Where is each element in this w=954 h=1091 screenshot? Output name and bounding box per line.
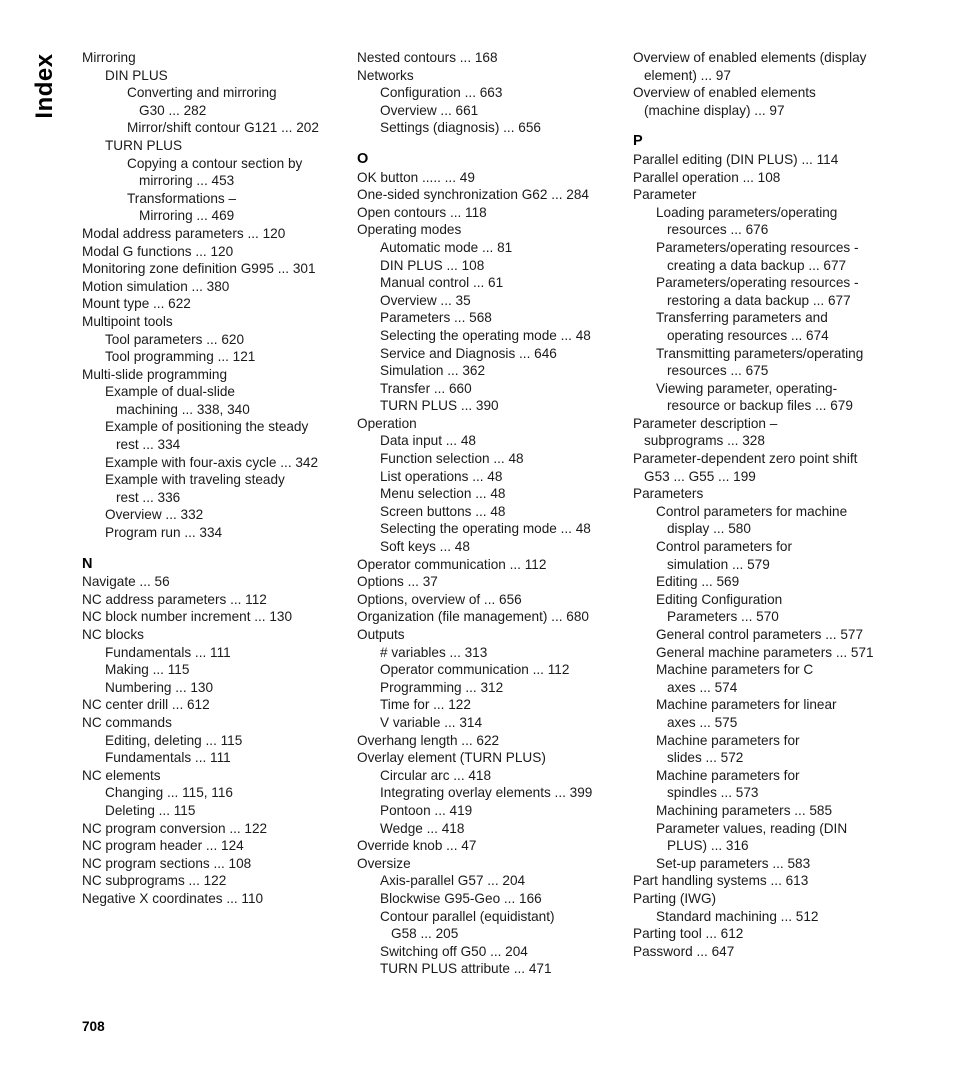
- index-entry-level-2: Parameters/operating resources -: [656, 239, 859, 255]
- index-entry-continuation: rest ... 334: [116, 437, 181, 453]
- index-entry-level-2: Fundamentals ... 111: [105, 644, 231, 660]
- page-number: 708: [82, 1019, 105, 1034]
- index-entry-level-2: List operations ... 48: [380, 468, 503, 484]
- index-entry-level-2: DIN PLUS ... 108: [380, 257, 485, 273]
- index-entry-level-2: Simulation ... 362: [380, 363, 486, 379]
- index-entry-continuation: (machine display) ... 97: [644, 102, 785, 118]
- index-entry-level-2: Overview ... 661: [380, 102, 479, 118]
- index-entry-level-2: Loading parameters/operating: [656, 204, 838, 220]
- index-entry-level-2: Parameter values, reading (DIN: [656, 820, 848, 836]
- index-entry-level-2: Automatic mode ... 81: [380, 239, 513, 255]
- index-entry-level-2: Machine parameters for linear: [656, 697, 837, 713]
- index-entry-level-1: NC center drill ... 612: [82, 697, 210, 713]
- index-entry-continuation: creating a data backup ... 677: [667, 257, 847, 273]
- index-entry-continuation: PLUS) ... 316: [667, 838, 749, 854]
- index-entry-level-2: Data input ... 48: [380, 433, 476, 449]
- index-entry-level-2: Control parameters for: [656, 539, 792, 555]
- index-entry-continuation: machining ... 338, 340: [116, 401, 250, 417]
- index-entry-level-2: Settings (diagnosis) ... 656: [380, 120, 541, 136]
- index-entry-level-1: Multi-slide programming: [82, 366, 228, 382]
- index-entry-level-1: Navigate ... 56: [82, 574, 170, 590]
- index-entry-continuation: G30 ... 282: [139, 102, 207, 118]
- index-entry-level-1: Nested contours ... 168: [357, 50, 498, 65]
- index-entry-level-2: Circular arc ... 418: [380, 767, 492, 783]
- index-entry-level-3: Transformations –: [127, 190, 237, 206]
- index-entry-continuation: element) ... 97: [644, 67, 731, 83]
- index-entry-level-1: Override knob ... 47: [357, 838, 477, 854]
- index-entry-level-1: Options, overview of ... 656: [357, 591, 522, 607]
- index-entry-level-1: Modal address parameters ... 120: [82, 225, 286, 241]
- index-entry-level-1: Parameter description –: [633, 415, 778, 431]
- index-entry-level-2: Machine parameters for: [656, 732, 800, 748]
- index-entry-level-2: Example of positioning the steady: [105, 419, 309, 435]
- index-entry-level-1: One-sided synchronization G62 ... 284: [357, 187, 589, 203]
- index-entry-continuation: spindles ... 573: [667, 785, 759, 801]
- index-entry-level-1: NC elements: [82, 767, 161, 783]
- index-entry-level-1: NC subprograms ... 122: [82, 873, 227, 889]
- index-entry-level-1: Motion simulation ... 380: [82, 278, 230, 294]
- index-entry-level-2: V variable ... 314: [380, 714, 483, 730]
- index-entry-level-2: Selecting the operating mode ... 48: [380, 327, 591, 343]
- index-entry-level-1: Overview of enabled elements: [633, 85, 816, 101]
- index-entry-level-1: Parting (IWG): [633, 890, 717, 906]
- index-entry-level-2: Numbering ... 130: [105, 679, 214, 695]
- index-entry-level-2: Editing ... 569: [656, 574, 740, 590]
- index-entry-level-2: General control parameters ... 577: [656, 627, 864, 642]
- index-entry-level-2: Switching off G50 ... 204: [380, 943, 528, 959]
- index-entry-level-2: Manual control ... 61: [380, 275, 504, 291]
- index-entry-level-1: Multipoint tools: [82, 313, 173, 329]
- index-entry-level-2: Blockwise G95-Geo ... 166: [380, 890, 542, 906]
- index-entry-level-1: NC blocks: [82, 627, 144, 642]
- index-entry-level-2: Parameters ... 568: [380, 310, 492, 326]
- index-entry-level-1: Parting tool ... 612: [633, 926, 744, 942]
- index-entry-continuation: restoring a data backup ... 677: [667, 292, 851, 308]
- index-entry-level-2: Programming ... 312: [380, 679, 504, 695]
- index-side-title: [31, 50, 59, 122]
- index-entry-level-2: Machine parameters for: [656, 767, 800, 783]
- index-entry-level-2: TURN PLUS attribute ... 471: [380, 961, 552, 977]
- index-entry-level-1: Options ... 37: [357, 574, 438, 590]
- index-entry-level-2: # variables ... 313: [380, 644, 488, 660]
- index-entry-level-2: Overview ... 35: [380, 292, 471, 308]
- index-entry-level-2: Integrating overlay elements ... 399: [380, 785, 593, 801]
- index-entry-level-2: Set-up parameters ... 583: [656, 855, 811, 871]
- index-entry-continuation: resource or backup files ... 679: [667, 398, 853, 414]
- index-entry-continuation: display ... 580: [667, 521, 751, 537]
- index-entry-level-2: TURN PLUS ... 390: [380, 398, 499, 414]
- index-entry-level-2: Time for ... 122: [380, 697, 471, 713]
- index-entry-level-1: Operator communication ... 112: [357, 556, 547, 572]
- index-entry-level-1: Outputs: [357, 627, 405, 642]
- index-entry-level-1: Parallel editing (DIN PLUS) ... 114: [633, 151, 839, 167]
- index-entry-continuation: rest ... 336: [116, 489, 181, 505]
- index-entry-level-2: Tool parameters ... 620: [105, 331, 245, 347]
- index-entry-level-2: Menu selection ... 48: [380, 486, 506, 502]
- index-entry-level-1: Mount type ... 622: [82, 296, 191, 312]
- index-entry-level-1: NC program sections ... 108: [82, 855, 252, 871]
- index-entry-level-1: Networks: [357, 67, 414, 83]
- index-entry-level-1: Monitoring zone definition G995 ... 301: [82, 261, 316, 277]
- index-entry-level-2: Soft keys ... 48: [380, 539, 470, 555]
- index-column-2: [357, 49, 619, 978]
- index-entry-level-1: Parameters: [633, 486, 704, 502]
- index-entry-level-2: Transferring parameters and: [656, 310, 828, 326]
- index-entry-level-2: TURN PLUS: [105, 137, 183, 153]
- index-entry-level-1: Open contours ... 118: [357, 204, 487, 220]
- index-entry-level-2: Making ... 115: [105, 662, 190, 678]
- index-entry-level-2: Standard machining ... 512: [656, 908, 819, 924]
- index-entry-level-2: Example of dual-slide: [105, 384, 235, 400]
- index-entry-level-2: Changing ... 115, 116: [105, 785, 233, 801]
- index-entry-continuation: G58 ... 205: [391, 926, 459, 942]
- section-letter-heading: N: [82, 555, 93, 572]
- index-entry-level-1: NC block number increment ... 130: [82, 609, 293, 625]
- index-entry-level-2: Tool programming ... 121: [105, 349, 256, 365]
- index-entry-level-2: Machine parameters for C: [656, 662, 814, 678]
- index-entry-level-1: NC address parameters ... 112: [82, 591, 267, 607]
- index-entry-level-3: Converting and mirroring: [127, 85, 277, 101]
- index-entry-level-2: Service and Diagnosis ... 646: [380, 345, 557, 361]
- index-entry-level-2: Wedge ... 418: [380, 820, 465, 836]
- index-entry-continuation: subprograms ... 328: [644, 433, 765, 449]
- index-entry-level-1: OK button ..... ... 49: [357, 169, 475, 185]
- index-entry-level-1: NC commands: [82, 714, 172, 730]
- index-entry-level-2: Configuration ... 663: [380, 85, 503, 101]
- index-entry-level-2: Deleting ... 115: [105, 802, 196, 818]
- index-entry-level-2: Overview ... 332: [105, 507, 204, 523]
- index-entry-level-2: Example with traveling steady: [105, 472, 285, 488]
- index-entry-level-1: Part handling systems ... 613: [633, 873, 809, 889]
- index-entry-level-1: Organization (file management) ... 680: [357, 609, 589, 625]
- index-entry-level-1: Parallel operation ... 108: [633, 169, 781, 185]
- index-entry-continuation: Parameters ... 570: [667, 609, 779, 625]
- index-entry-level-1: Mirroring: [82, 50, 136, 65]
- index-entry-level-2: Contour parallel (equidistant): [380, 908, 555, 924]
- index-entry-level-1: Operating modes: [357, 222, 462, 238]
- index-entry-continuation: mirroring ... 453: [139, 173, 235, 189]
- index-entry-continuation: axes ... 575: [667, 714, 738, 730]
- index-entry-level-1: NC program header ... 124: [82, 838, 244, 854]
- index-entry-continuation: G53 ... G55 ... 199: [644, 468, 756, 484]
- index-entry-level-2: Control parameters for machine: [656, 503, 848, 519]
- index-entry-level-2: Transfer ... 660: [380, 380, 472, 396]
- index-entry-level-2: Selecting the operating mode ... 48: [380, 521, 591, 537]
- index-entry-level-1: Oversize: [357, 855, 411, 871]
- index-entry-level-2: Pontoon ... 419: [380, 802, 473, 818]
- index-entry-level-2: Machining parameters ... 585: [656, 802, 833, 818]
- index-entry-level-1: Negative X coordinates ... 110: [82, 890, 264, 906]
- index-entry-level-2: Parameters/operating resources -: [656, 275, 859, 291]
- index-title-text: Index: [31, 53, 58, 119]
- section-letter-heading: P: [633, 133, 643, 150]
- index-entry-level-2: Screen buttons ... 48: [380, 503, 506, 519]
- index-column-1: [82, 49, 344, 908]
- index-entry-level-1: Operation: [357, 415, 417, 431]
- index-entry-level-2: Editing Configuration: [656, 591, 783, 607]
- index-entry-level-1: Password ... 647: [633, 943, 735, 959]
- index-entry-level-1: Parameter-dependent zero point shift: [633, 451, 858, 467]
- index-entry-level-1: Modal G functions ... 120: [82, 243, 234, 259]
- index-entry-level-1: Overview of enabled elements (display: [633, 50, 867, 65]
- index-entry-level-1: Parameter: [633, 187, 697, 203]
- index-entry-continuation: operating resources ... 674: [667, 327, 829, 343]
- index-entry-continuation: resources ... 675: [667, 363, 769, 379]
- index-entry-level-2: Function selection ... 48: [380, 451, 524, 467]
- index-entry-level-2: Viewing parameter, operating-: [656, 380, 838, 396]
- index-entry-level-1: NC program conversion ... 122: [82, 820, 268, 836]
- index-entry-level-2: Fundamentals ... 111: [105, 750, 231, 766]
- index-entry-continuation: simulation ... 579: [667, 556, 770, 572]
- index-entry-level-2: DIN PLUS: [105, 67, 168, 83]
- index-entry-continuation: axes ... 574: [667, 679, 738, 695]
- index-entry-continuation: resources ... 676: [667, 222, 769, 238]
- index-entry-continuation: Mirroring ... 469: [139, 208, 235, 224]
- section-letter-heading: O: [357, 150, 369, 167]
- index-entry-level-2: Operator communication ... 112: [380, 662, 570, 678]
- index-entry-level-1: Overlay element (TURN PLUS): [357, 750, 546, 766]
- index-entry-level-2: Example with four-axis cycle ... 342: [105, 454, 319, 470]
- index-entry-level-2: Transmitting parameters/operating: [656, 345, 864, 361]
- index-entry-continuation: slides ... 572: [667, 750, 744, 766]
- index-entry-level-1: Overhang length ... 622: [357, 732, 500, 748]
- index-column-3: [633, 49, 893, 960]
- index-entry-level-3: Mirror/shift contour G121 ... 202: [127, 120, 319, 136]
- index-entry-level-2: Editing, deleting ... 115: [105, 732, 243, 748]
- index-entry-level-3: Copying a contour section by: [127, 155, 303, 171]
- index-entry-level-2: Program run ... 334: [105, 525, 223, 541]
- index-entry-level-2: Axis-parallel G57 ... 204: [380, 873, 526, 889]
- index-entry-level-2: General machine parameters ... 571: [656, 644, 874, 660]
